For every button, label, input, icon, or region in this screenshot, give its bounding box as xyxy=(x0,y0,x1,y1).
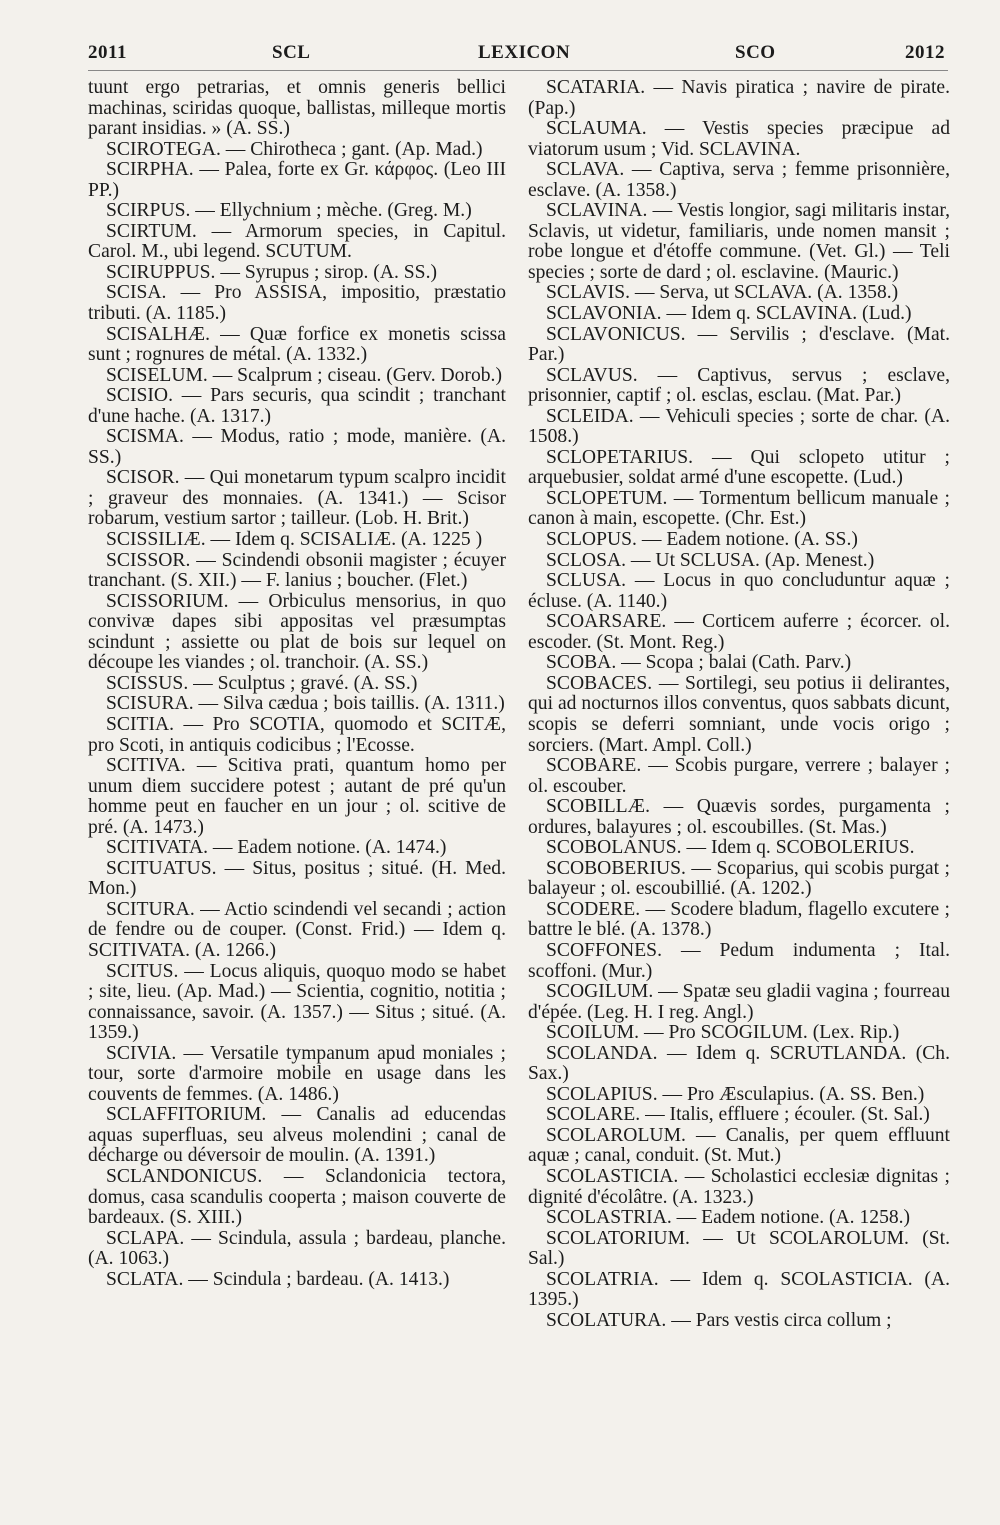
dictionary-entry: SCLAPA. — Scindula, assula ; bardeau, planche. (A. 1063.) xyxy=(88,1227,506,1270)
left-column xyxy=(88,78,506,1290)
dictionary-entry: SCLAVINA. — Vestis longior, sagi militaris instar, Sclavis, ut videtur, familiaris, unde nomen mansit ; robe longue et d'étoffe commune. (Vet. Gl.) — Teli species ; sorte de dard ; ol. esclavine. (Mauric.) xyxy=(528,200,950,283)
dictionary-entry: SCITIVATA. — Eadem notione. (A. 1474.) xyxy=(106,837,447,859)
dictionary-entry: SCOBOBERIUS. — Scoparius, qui scobis purgat ; balayeur ; ol. escoubillié. (A. 1202.) xyxy=(528,857,950,900)
dictionary-entry: SCOBA. — Scopa ; balai (Cath. Parv.) xyxy=(546,652,852,674)
right-column xyxy=(528,78,950,1331)
dictionary-entry: SCIRTUM. — Armorum species, in Capitul. Carol. M., ubi legend. SCUTUM. xyxy=(88,220,506,263)
dictionary-entry: SCISSOR. — Scindendi obsonii magister ; écuyer tranchant. (S. XII.) — F. lanius ; boucher. (Flet.) xyxy=(88,549,506,592)
dictionary-entry: SCLOPETARIUS. — Qui sclopeto utitur ; arquebusier, soldat armé d'une escopette. (Lud.) xyxy=(528,446,950,489)
dictionary-entry: SCOLATRIA. — Idem q. SCOLASTICIA. (A. 1395.) xyxy=(528,1268,950,1311)
dictionary-entry: SCLAVONICUS. — Servilis ; d'esclave. (Mat. Par.) xyxy=(528,323,950,366)
dictionary-entry: SCOBARE. — Scobis purgare, verrere ; balayer ; ol. escouber. xyxy=(528,755,950,797)
dictionary-entry: SCOLANDA. — Idem q. SCRUTLANDA. (Ch. Sax.) xyxy=(528,1042,950,1085)
dictionary-entry: SCLAVUS. — Captivus, servus ; esclave, prisonnier, captif ; ol. esclas, esclau. (Mat. Par.) xyxy=(528,364,950,407)
running-head-right: SCO xyxy=(735,42,776,63)
dictionary-entry: SCLEIDA. — Vehiculi species ; sorte de char. (A. 1508.) xyxy=(528,405,950,448)
dictionary-entry: SCLOPETUM. — Tormentum bellicum manuale ; canon à main, escopette. (Chr. Est.) xyxy=(528,487,950,530)
dictionary-entry: SCIRPUS. — Ellychnium ; mèche. (Greg. M.) xyxy=(106,200,472,222)
dictionary-entry: SCLUSA. — Locus in quo concluduntur aquæ ; écluse. (A. 1140.) xyxy=(528,570,950,612)
dictionary-entry: SCLOPUS. — Eadem notione. (A. SS.) xyxy=(546,529,858,551)
dictionary-entry: SCLAVONIA. — Idem q. SCLAVINA. (Lud.) xyxy=(546,303,912,325)
page-number-left: 2011 xyxy=(88,42,127,63)
dictionary-entry: SCIRPHA. — Palea, forte ex Gr. κάρφος. (Leo III PP.) xyxy=(88,159,506,201)
header-rule xyxy=(88,70,948,71)
dictionary-entry: SCOFFONES. — Pedum indumenta ; Ital. scoffoni. (Mur.) xyxy=(528,939,950,982)
dictionary-entry: SCITIVA. — Scitiva prati, quantum homo per unum diem succidere potest ; autant de pré qu'un homme peut en faucher en un jour ; ol. scitive de pré. (A. 1473.) xyxy=(88,755,506,838)
dictionary-entry: SCOLATURA. — Pars vestis circa collum ; xyxy=(546,1309,892,1331)
dictionary-entry: SCLAVIS. — Serva, ut SCLAVA. (A. 1358.) xyxy=(546,282,899,304)
dictionary-entry: SCOLASTICIA. — Scholastici ecclesiæ dignitas ; dignité d'écolâtre. (A. 1323.) xyxy=(528,1165,950,1208)
dictionary-entry: SCISURA. — Silva cædua ; bois taillis. (A. 1311.) xyxy=(106,693,505,715)
dictionary-entry: SCIROTEGA. — Chirotheca ; gant. (Ap. Mad.) xyxy=(106,138,483,160)
dictionary-entry: SCLAUMA. — Vestis species præcipue ad viatorum usum ; Vid. SCLAVINA. xyxy=(528,118,950,160)
dictionary-entry: SCISOR. — Qui monetarum typum scalpro incidit ; graveur des monnaies. (A. 1341.) — Scisor robarum, vestium sartor ; tailleur. (Lob. H. Brit.) xyxy=(88,467,506,530)
dictionary-entry: SCOLARE. — Italis, effluere ; écouler. (St. Sal.) xyxy=(546,1104,930,1126)
dictionary-entry: SCLAFFITORIUM. — Canalis ad educendas aquas superfluas, seu alveus molendini ; canal de décharge ou déversoir de moulin. (A. 1391.) xyxy=(88,1104,506,1167)
dictionary-entry: SCISA. — Pro ASSISA, impositio, præstatio tributi. (A. 1185.) xyxy=(88,282,506,325)
dictionary-entry: SCOILUM. — Pro SCOGILUM. (Lex. Rip.) xyxy=(546,1022,900,1044)
dictionary-entry: SCISELUM. — Scalprum ; ciseau. (Gerv. Dorob.) xyxy=(106,364,502,386)
dictionary-entry: SCATARIA. — Navis piratica ; navire de pirate. (Pap.) xyxy=(528,77,950,119)
dictionary-entry: SCOBACES. — Sortilegi, seu potius ii delirantes, qui ad nocturnos illos conventus, quos sabbats dicunt, scopis se deferri somniant, unde vocis origo ; sorciers. (Mart. Ampl. Coll.) xyxy=(528,672,950,756)
dictionary-entry: SCISALHÆ. — Quæ forfice ex monetis scissa sunt ; rognures de métal. (A. 1332.) xyxy=(88,323,506,366)
dictionary-entry: SCOLAPIUS. — Pro Æsculapius. (A. SS. Ben.) xyxy=(546,1083,925,1105)
dictionary-entry: SCOLATORIUM. — Ut SCOLAROLUM. (St. Sal.) xyxy=(528,1227,950,1270)
dictionary-entry: SCOLAROLUM. — Canalis, per quem effluunt aquæ ; canal, conduit. (St. Mut.) xyxy=(528,1124,950,1167)
dictionary-entry: SCITIA. — Pro SCOTIA, quomodo et SCITÆ, pro Scoti, in antiquis codicibus ; l'Ecosse. xyxy=(88,713,506,756)
running-head-left: SCL xyxy=(272,42,311,63)
dictionary-entry: SCLATA. — Scindula ; bardeau. (A. 1413.) xyxy=(106,1268,450,1290)
dictionary-entry: SCIRUPPUS. — Syrupus ; sirop. (A. SS.) xyxy=(106,261,437,283)
dictionary-entry: tuunt ergo petrarias, et omnis generis bellici machinas, sciridas quoque, ballistas, milleque mortis parant insidias. » (A. SS.) xyxy=(88,77,506,140)
dictionary-entry: SCLAVA. — Captiva, serva ; femme prisonnière, esclave. (A. 1358.) xyxy=(528,159,950,201)
dictionary-entry: SCIVIA. — Versatile tympanum apud moniales ; tour, sorte d'armoire mobile en usage dans les couvents de femmes. (A. 1486.) xyxy=(88,1042,506,1105)
dictionary-entry: SCISSORIUM. — Orbiculus mensorius, in quo convivæ dapes sibi appositas vel præsumptas scindunt ; assiette ou plat de bois sur lequel on découpe les viandes ; ol. tranchoir. (A. SS.) xyxy=(88,590,506,674)
dictionary-entry: SCISMA. — Modus, ratio ; mode, manière. (A. SS.) xyxy=(88,426,506,468)
dictionary-entry: SCITUS. — Locus aliquis, quoquo modo se habet ; site, lieu. (Ap. Mad.) — Scientia, cognitio, notitia ; connaissance, savoir. (A. 1357.) — Situs ; situé. (A. 1359.) xyxy=(88,960,506,1044)
page-number-right: 2012 xyxy=(905,42,945,63)
dictionary-entry: SCOBOLANUS. — Idem q. SCOBOLERIUS. xyxy=(546,837,915,859)
dictionary-entry: SCISSILIÆ. — Idem q. SCISALIÆ. (A. 1225 ) xyxy=(106,529,483,551)
dictionary-entry: SCISIO. — Pars securis, qua scindit ; tranchant d'une hache. (A. 1317.) xyxy=(88,385,506,427)
dictionary-entry: SCOGILUM. — Spatæ seu gladii vagina ; fourreau d'épée. (Leg. H. I reg. Angl.) xyxy=(528,981,950,1023)
dictionary-entry: SCLOSA. — Ut SCLUSA. (Ap. Menest.) xyxy=(546,549,875,571)
dictionary-entry: SCITUATUS. — Situs, positus ; situé. (H. Med. Mon.) xyxy=(88,857,506,900)
dictionary-entry: SCITURA. — Actio scindendi vel secandi ; action de fendre ou de couper. (Const. Frid.) — Idem q. SCITIVATA. (A. 1266.) xyxy=(88,898,506,961)
dictionary-entry: SCODERE. — Scodere bladum, flagello excutere ; battre le blé. (A. 1378.) xyxy=(528,898,950,941)
dictionary-entry: SCOLASTRIA. — Eadem notione. (A. 1258.) xyxy=(546,1207,911,1229)
dictionary-entry: SCOBILLÆ. — Quævis sordes, purgamenta ; ordures, balayures ; ol. escoubilles. (St. Mas.) xyxy=(528,796,950,838)
dictionary-entry: SCLANDONICUS. — Sclandonicia tectora, domus, casa scandulis cooperta ; maison couverte de bardeaux. (S. XIII.) xyxy=(88,1165,506,1229)
page-title: LEXICON xyxy=(478,42,571,63)
dictionary-entry: SCOARSARE. — Corticem auferre ; écorcer. ol. escoder. (St. Mont. Reg.) xyxy=(528,611,950,653)
page-header xyxy=(0,0,1000,80)
dictionary-entry: SCISSUS. — Sculptus ; gravé. (A. SS.) xyxy=(106,672,418,694)
